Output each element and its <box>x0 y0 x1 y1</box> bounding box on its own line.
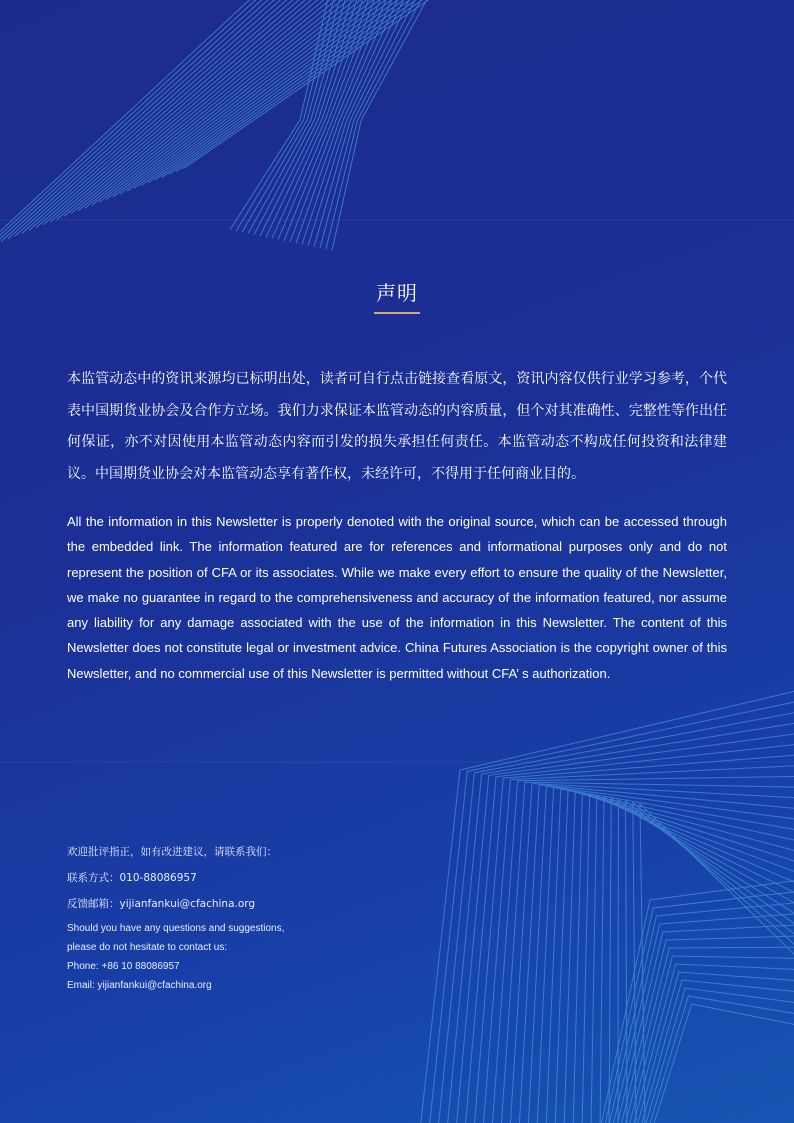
contact-en-block <box>67 919 387 995</box>
english-disclaimer: All the information in this Newsletter is properly denoted with the original source, which can be accessed through the embedded link. The information featured are for references and informational purposes only and do not represent the position of CFA or its associates. While we make every effort to ensure the quality of the Newsletter, we make no guarantee in regard to the comprehensiveness and accuracy of the information featured, nor assume any liability for any damage associated with the use of the information in this Newsletter. The content of this Newsletter does not constitute legal or investment advice. China Futures Association is the copyright owner of this Newsletter, and no commercial use of this Newsletter is permitted without CFA’ s authorization. <box>67 514 727 681</box>
chinese-disclaimer: 本监管动态中的资讯来源均已标明出处，读者可自行点击链接查看原文，资讯内容仅供行业学习参考，个代表中国期货业协会及合作方立场。我们力求保证本监管动态的内容质量，但个对其准确性、完整性等作出任何保证，亦不对因使用本监管动态内容而引发的损失承担任何责任。本监管动态不构成任何投资和法律建议。中国期货业协会对本监管动态享有著作权，未经许可，不得用于任何商业目的。 <box>67 371 727 482</box>
contact-en-phone: Phone: +86 10 88086957 <box>67 961 180 972</box>
contact-en-line1: Should you have any questions and suggestions, <box>67 923 285 934</box>
contact-en-line2: please do not hesitate to contact us: <box>67 942 228 953</box>
contact-en-email: Email: yijianfankui@cfachina.org <box>67 980 212 991</box>
notice-heading <box>0 277 794 314</box>
contact-cn-phone: 联系方式：010-88086957 <box>67 872 197 884</box>
contact-cn-intro: 欢迎批评指正，如有改进建议，请联系我们： <box>67 846 277 858</box>
notice-title: 声明 <box>376 283 418 305</box>
title-underline <box>374 312 420 314</box>
contact-section <box>67 839 387 995</box>
contact-cn-email: 反馈邮箱：yijianfankui@cfachina.org <box>67 898 256 910</box>
